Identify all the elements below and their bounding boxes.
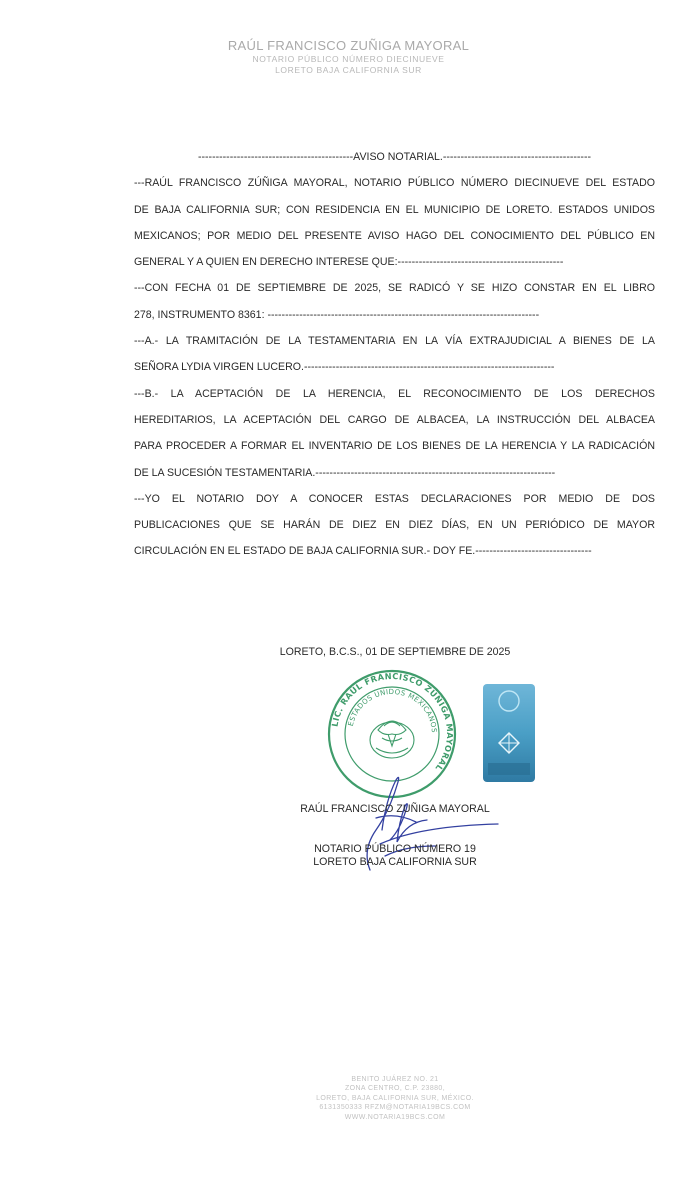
body-line: DE LA SUCESIÓN TESTAMENTARIA.-------------------------------------------------------------------- [134,466,556,479]
hologram-sticker [482,683,536,783]
body-line: PUBLICACIONES QUE SE HARÁN DE DIEZ EN DIEZ DÍAS, EN UN PERIÓDICO DE MAYOR [134,519,655,532]
notice-body [134,144,655,565]
footer-line: LORETO, BAJA CALIFORNIA SUR, MÉXICO. [316,1094,474,1102]
signatory-name: RAÚL FRANCISCO ZUÑIGA MAYORAL [300,803,490,815]
notice-title: --------------------------------------------AVISO NOTARIAL.------------------------------------------ [197,151,592,163]
notary-location-header: LORETO BAJA CALIFORNIA SUR [275,65,422,75]
footer-line: WWW.NOTARIA19BCS.COM [344,1113,446,1121]
body-line: DE BAJA CALIFORNIA SUR; CON RESIDENCIA EN EL MUNICIPIO DE LORETO. ESTADOS UNIDOS [134,203,655,216]
body-line: 278, INSTRUMENTO 8361: ----------------------------------------------------------------------------- [134,308,540,321]
body-line: SEÑORA LYDIA VIRGEN LUCERO.----------------------------------------------------------------------- [134,361,555,374]
notary-number-header: NOTARIO PÚBLICO NÚMERO DIECINUEVE [252,54,445,64]
footer-line: BENITO JUÁREZ NO. 21 [351,1076,439,1083]
body-line: ---A.- LA TRAMITACIÓN DE LA TESTAMENTARIA EN LA VÍA EXTRAJUDICIAL A BIENES DE LA [134,335,655,348]
body-line: ---B.- LA ACEPTACIÓN DE LA HERENCIA, EL RECONOCIMIENTO DE LOS DERECHOS [134,387,655,400]
footer-line: 6131350333 RFZM@NOTARIA19BCS.COM [319,1104,471,1112]
footer-line: ZONA CENTRO, C.P. 23880, [344,1085,446,1093]
body-line: PARA PROCEDER A FORMAR EL INVENTARIO DE LOS BIENES DE LA HERENCIA Y LA RADICACIÓN [134,440,655,453]
signatory-title-line: NOTARIO PÚBLICO NÚMERO 19 [314,843,476,855]
body-line: GENERAL Y A QUIEN EN DERECHO INTERESE QUE:----------------------------------------------- [134,256,564,269]
body-line: CIRCULACIÓN EN EL ESTADO DE BAJA CALIFORNIA SUR.- DOY FE.--------------------------------- [134,545,592,558]
body-line: HEREDITARIOS, LA ACEPTACIÓN DEL CARGO DE ALBACEA, LA INSTRUCCIÓN DEL ALBACEA [134,413,655,426]
place-date: LORETO, B.C.S., 01 DE SEPTIEMBRE DE 2025 [279,646,511,658]
eagle-emblem-icon [370,721,414,758]
letterhead [0,38,697,76]
svg-text:ESTADOS UNIDOS MEXICANOS [347,688,438,733]
notary-name-header: RAÚL FRANCISCO ZUÑIGA MAYORAL [227,38,470,53]
body-line: ---RAÚL FRANCISCO ZÚÑIGA MAYORAL, NOTARIO PÚBLICO NÚMERO DIECINUEVE DEL ESTADO [134,177,655,190]
footer-address [0,1075,697,1122]
seal-inner-text: ESTADOS UNIDOS MEXICANOS [346,687,439,734]
seal-outer-text: LIC. RAÚL FRANCISCO ZÚÑIGA MAYORAL [329,670,456,774]
body-line: MEXICANOS; POR MEDIO DEL PRESENTE AVISO HAGO DEL CONOCIMIENTO DEL PÚBLICO EN [134,229,655,242]
body-line: ---YO EL NOTARIO DOY A CONOCER ESTAS DECLARACIONES POR MEDIO DE DOS [134,492,655,505]
signatory-location-line: LORETO BAJA CALIFORNIA SUR [313,856,477,868]
body-line: ---CON FECHA 01 DE SEPTIEMBRE DE 2025, SE RADICÓ Y SE HIZO CONSTAR EN EL LIBRO [134,282,655,295]
signatory-title [0,843,697,869]
